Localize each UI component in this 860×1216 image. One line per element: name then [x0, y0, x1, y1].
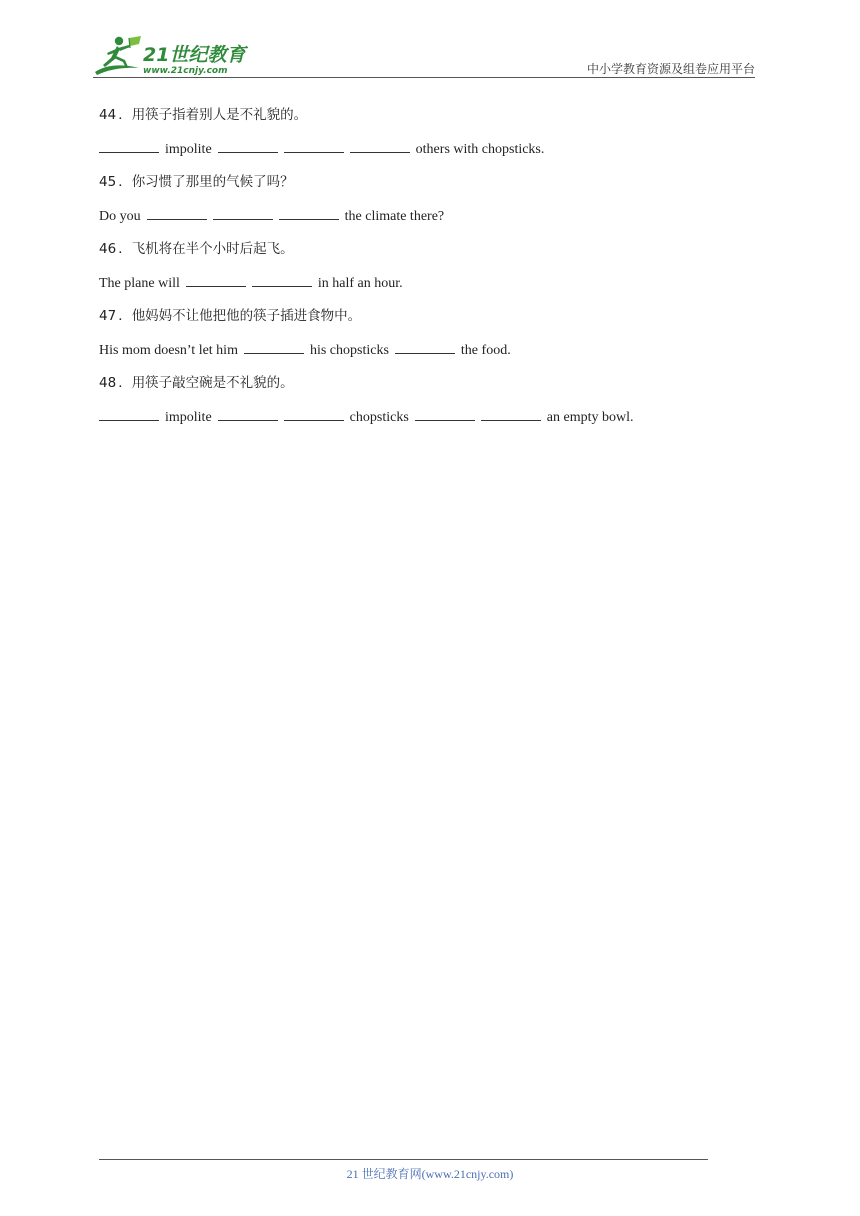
site-logo[interactable]: [93, 34, 263, 78]
platform-name: 中小学教育资源及组卷应用平台: [586, 62, 755, 76]
answer-blank[interactable]: [350, 138, 410, 153]
question-prompt: 46 ．飞机将在半个小时后起飞。: [99, 241, 294, 257]
answer-blank[interactable]: [218, 138, 278, 153]
prompt-text: 用筷子指着别人是不礼貌的。: [131, 107, 308, 123]
question-47: [99, 305, 759, 372]
answer-word: impolite: [165, 142, 212, 157]
prompt-text: 飞机将在半个小时后起飞。: [131, 241, 294, 257]
answer-blank[interactable]: [99, 406, 159, 421]
question-number: 46: [99, 241, 117, 257]
answer-blank[interactable]: [213, 205, 273, 220]
question-prompt: 45 ．你习惯了那里的气候了吗？: [99, 174, 294, 190]
page-header: [93, 30, 755, 78]
footer-divider: [99, 1159, 708, 1160]
answer-line: [99, 339, 759, 372]
prompt-text: 他妈妈不让他把他的筷子插进食物中。: [131, 308, 362, 324]
prompt-text: 用筷子敲空碗是不礼貌的。: [131, 375, 294, 391]
answer-word: the food.: [460, 343, 511, 358]
answer-blank[interactable]: [279, 205, 339, 220]
answer-word: in half an hour.: [317, 276, 403, 291]
answer-line: [99, 406, 759, 439]
footer-link[interactable]: 21 世纪教育网(www.21cnjy.com): [346, 1167, 514, 1181]
question-44: [99, 104, 759, 171]
header-divider: [93, 77, 755, 78]
answer-blank[interactable]: [252, 272, 312, 287]
question-number: 45: [99, 174, 117, 190]
answer-word: the climate there?: [344, 209, 445, 224]
prompt-text: 你习惯了那里的气候了吗？: [131, 174, 294, 190]
answer-blank[interactable]: [415, 406, 475, 421]
answer-line: [99, 272, 759, 305]
question-prompt: 47 ．他妈妈不让他把他的筷子插进食物中。: [99, 308, 362, 324]
question-48: [99, 372, 759, 439]
answer-blank[interactable]: [218, 406, 278, 421]
answer-word: His mom doesn’t let him: [99, 343, 238, 358]
logo-subtitle: www.21cnjy.com: [143, 66, 228, 76]
answer-blank[interactable]: [284, 406, 344, 421]
answer-blank[interactable]: [284, 138, 344, 153]
question-list: [99, 104, 759, 439]
answer-word: his chopsticks: [309, 343, 389, 358]
question-number: 44: [99, 107, 117, 123]
answer-blank[interactable]: [395, 339, 455, 354]
question-46: [99, 238, 759, 305]
answer-line: [99, 138, 759, 171]
answer-word: The plane will: [99, 276, 180, 291]
answer-blank[interactable]: [147, 205, 207, 220]
question-number: 47: [99, 308, 117, 324]
answer-blank[interactable]: [186, 272, 246, 287]
answer-blank[interactable]: [244, 339, 304, 354]
question-45: [99, 171, 759, 238]
answer-word: Do you: [99, 209, 141, 224]
question-prompt: 48 ．用筷子敲空碗是不礼貌的。: [99, 375, 294, 391]
answer-word: others with chopsticks.: [415, 142, 545, 157]
running-figure-icon: [93, 34, 145, 78]
question-number: 48: [99, 375, 117, 391]
answer-word: impolite: [165, 410, 212, 425]
answer-line: [99, 205, 759, 238]
question-prompt: 44 ．用筷子指着别人是不礼貌的。: [99, 107, 308, 123]
answer-word: an empty bowl.: [546, 410, 634, 425]
answer-word: chopsticks: [349, 410, 409, 425]
answer-blank[interactable]: [481, 406, 541, 421]
logo-title: 21世纪教育: [143, 44, 246, 66]
answer-blank[interactable]: [99, 138, 159, 153]
